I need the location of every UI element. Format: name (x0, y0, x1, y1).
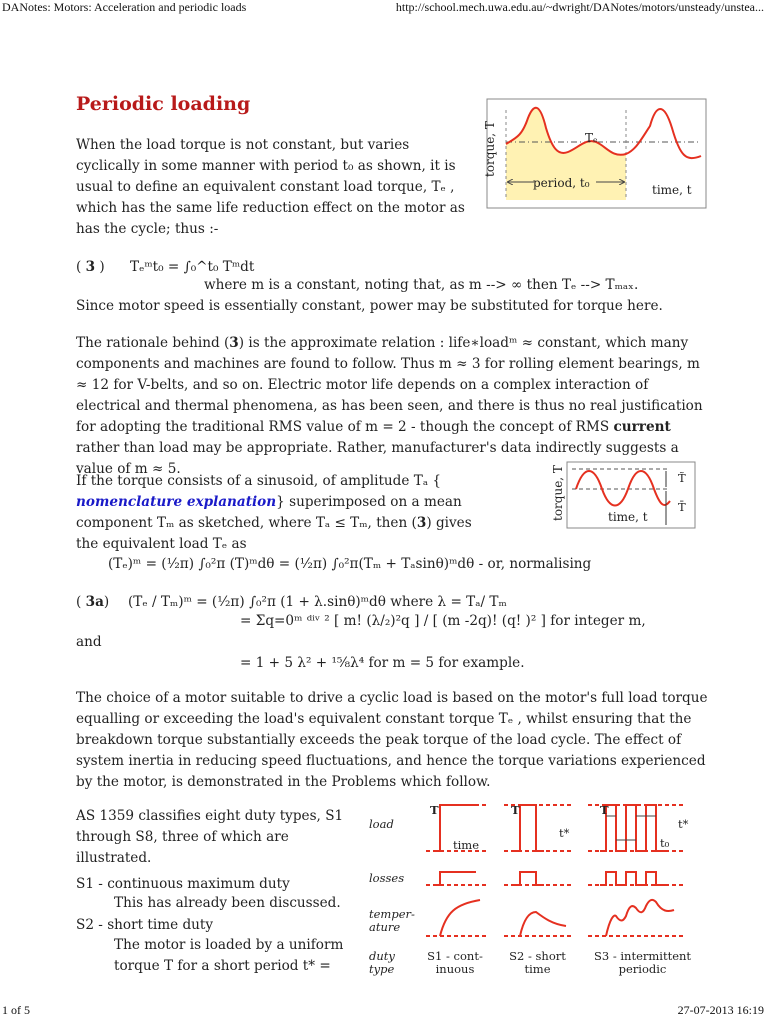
row-label-load: load (369, 817, 394, 831)
eq3a-and: and (76, 634, 102, 650)
row-label-temperature: temper- ature (369, 907, 415, 934)
fig2-tilde-label: T̃ (678, 471, 686, 485)
footer-page: 1 of 5 (2, 1003, 30, 1017)
header-title: DANotes: Motors: Acceleration and periodic loads (2, 0, 247, 14)
eq3-formula: Tₑᵐt₀ = ∫₀^t₀ Tᵐdt (130, 259, 255, 275)
paragraph-power: Since motor speed is essentially constant, power may be substituted for torque here. (76, 298, 663, 314)
header-url[interactable]: http://school.mech.uwa.edu.au/~dwright/DANotes/motors/unsteady/unstea... (395, 0, 764, 14)
fig2-bar-label: T̄ (678, 500, 686, 514)
fig1-period-label: period, t₀ (533, 176, 590, 190)
caption-s2: S2 - short time (509, 949, 566, 976)
fig2-ylabel: torque, T (551, 465, 565, 521)
paragraph-sinusoid: If the torque consists of a sinusoid, of amplitude Tₐ { nomenclature explanation} superimposed on a mean component Tₘ as sketched, where Tₐ ≤ Tₘ, then (3) gives the equivalent load Tₑ as (76, 473, 472, 552)
row-label-duty-type: duty type (369, 949, 395, 976)
fig3-T-label-3: T (600, 803, 609, 817)
eq3a-line1: (Tₑ / Tₘ)ᵐ = (¹⁄₂π) ∫₀²π (1 + λ.sinθ)ᵐdθ where λ = Tₐ/ Tₘ (128, 594, 507, 610)
fig1-time-label: time, t (652, 183, 692, 197)
fig1-te-label: Tₑ (585, 131, 598, 145)
fig3-time-label: time (453, 838, 480, 852)
eq3a-number: ( 3a) (76, 594, 110, 610)
s1-text: This has already been discussed. (114, 895, 341, 911)
paragraph-motor-choice: The choice of a motor suitable to drive a cyclic load is based on the motor's full load torque equalling or exceeding the load's equivalent constant torque Tₑ , whilst ensuring that the breakdown torque substantially exceeds the peak torque of the load cycle. The effect of system inertia in reducing speed fluctuations, and hence the torque variations experienced by the motor, is demonstrated in the Problems which follow. (76, 690, 708, 790)
paragraph-duty-types: AS 1359 classifies eight duty types, S1 through S8, three of which are illustrated. (76, 808, 344, 866)
losses-traces (436, 872, 666, 885)
row-label-losses: losses (369, 871, 405, 885)
temperature-traces (440, 900, 674, 936)
fig3-T-label-2: T (511, 803, 520, 817)
fig3-tstar-label: t* (559, 826, 570, 840)
fig2-time-label: time, t (608, 510, 648, 524)
s1-title: S1 - continuous maximum duty (76, 876, 290, 892)
eq3-number: ( 3 ) (76, 259, 105, 275)
eq3a-line2: = Σq=0ᵐ ᵈⁱᵛ ² [ m! (λ/₂)²q ] / [ (m -2q)! (q! )² ] for integer m, (240, 613, 646, 629)
eq-te-integral: (Tₑ)ᵐ = (¹⁄₂π) ∫₀²π (T)ᵐdθ = (¹⁄₂π) ∫₀²π(Tₘ + Tₐsinθ)ᵐdθ - or, normalising (108, 556, 592, 572)
eq3a-line3: = 1 + 5 λ² + ¹⁵⁄₈λ⁴ for m = 5 for example. (240, 655, 525, 671)
caption-s3: S3 - intermittent periodic (593, 949, 692, 976)
fig3-t0-label: t₀ (660, 836, 670, 850)
footer-datetime: 27-07-2013 16:19 (677, 1003, 764, 1017)
nomenclature-link[interactable]: nomenclature explanation (76, 494, 277, 510)
fig3-tstar-label-2: t* (678, 817, 689, 831)
caption-s1: S1 - cont- inuous (427, 949, 483, 976)
paragraph-rationale: The rationale behind (3) is the approximate relation : life∗loadᵐ ≈ constant, which many components and machines are found to follow. Thus m ≈ 3 for rolling element bearings, m ≈ 12 for V-belts, and so on. Electric motor life depends on a complex interaction of electrical and thermal phenomena, as has been seen, and there is thus no real justification for adopting the traditional RMS value of m = 2 - though the concept of RMS current rather than load may be appropriate. Rather, manufacturer's data indirectly suggests a value of m ≈ 5. (76, 335, 703, 477)
fig3-T-label: T (430, 803, 439, 817)
time-markers (606, 816, 656, 840)
paragraph-intro: When the load torque is not constant, but varies cyclically in some manner with period t₀ as shown, it is usual to define an equivalent constant load torque, Tₑ , which has the same life reduction effect on the motor as has the cycle; thus :- (76, 137, 465, 237)
eq3-where: where m is a constant, noting that, as m --> ∞ then Tₑ --> Tₘₐₓ. (204, 277, 639, 293)
s2-text: The motor is loaded by a uniform torque T for a short period t* = (114, 937, 344, 974)
duty-types-figure (426, 800, 696, 950)
section-title: Periodic loading (76, 93, 251, 115)
s2-title: S2 - short time duty (76, 917, 214, 933)
fig1-ylabel: torque, T (483, 121, 497, 177)
